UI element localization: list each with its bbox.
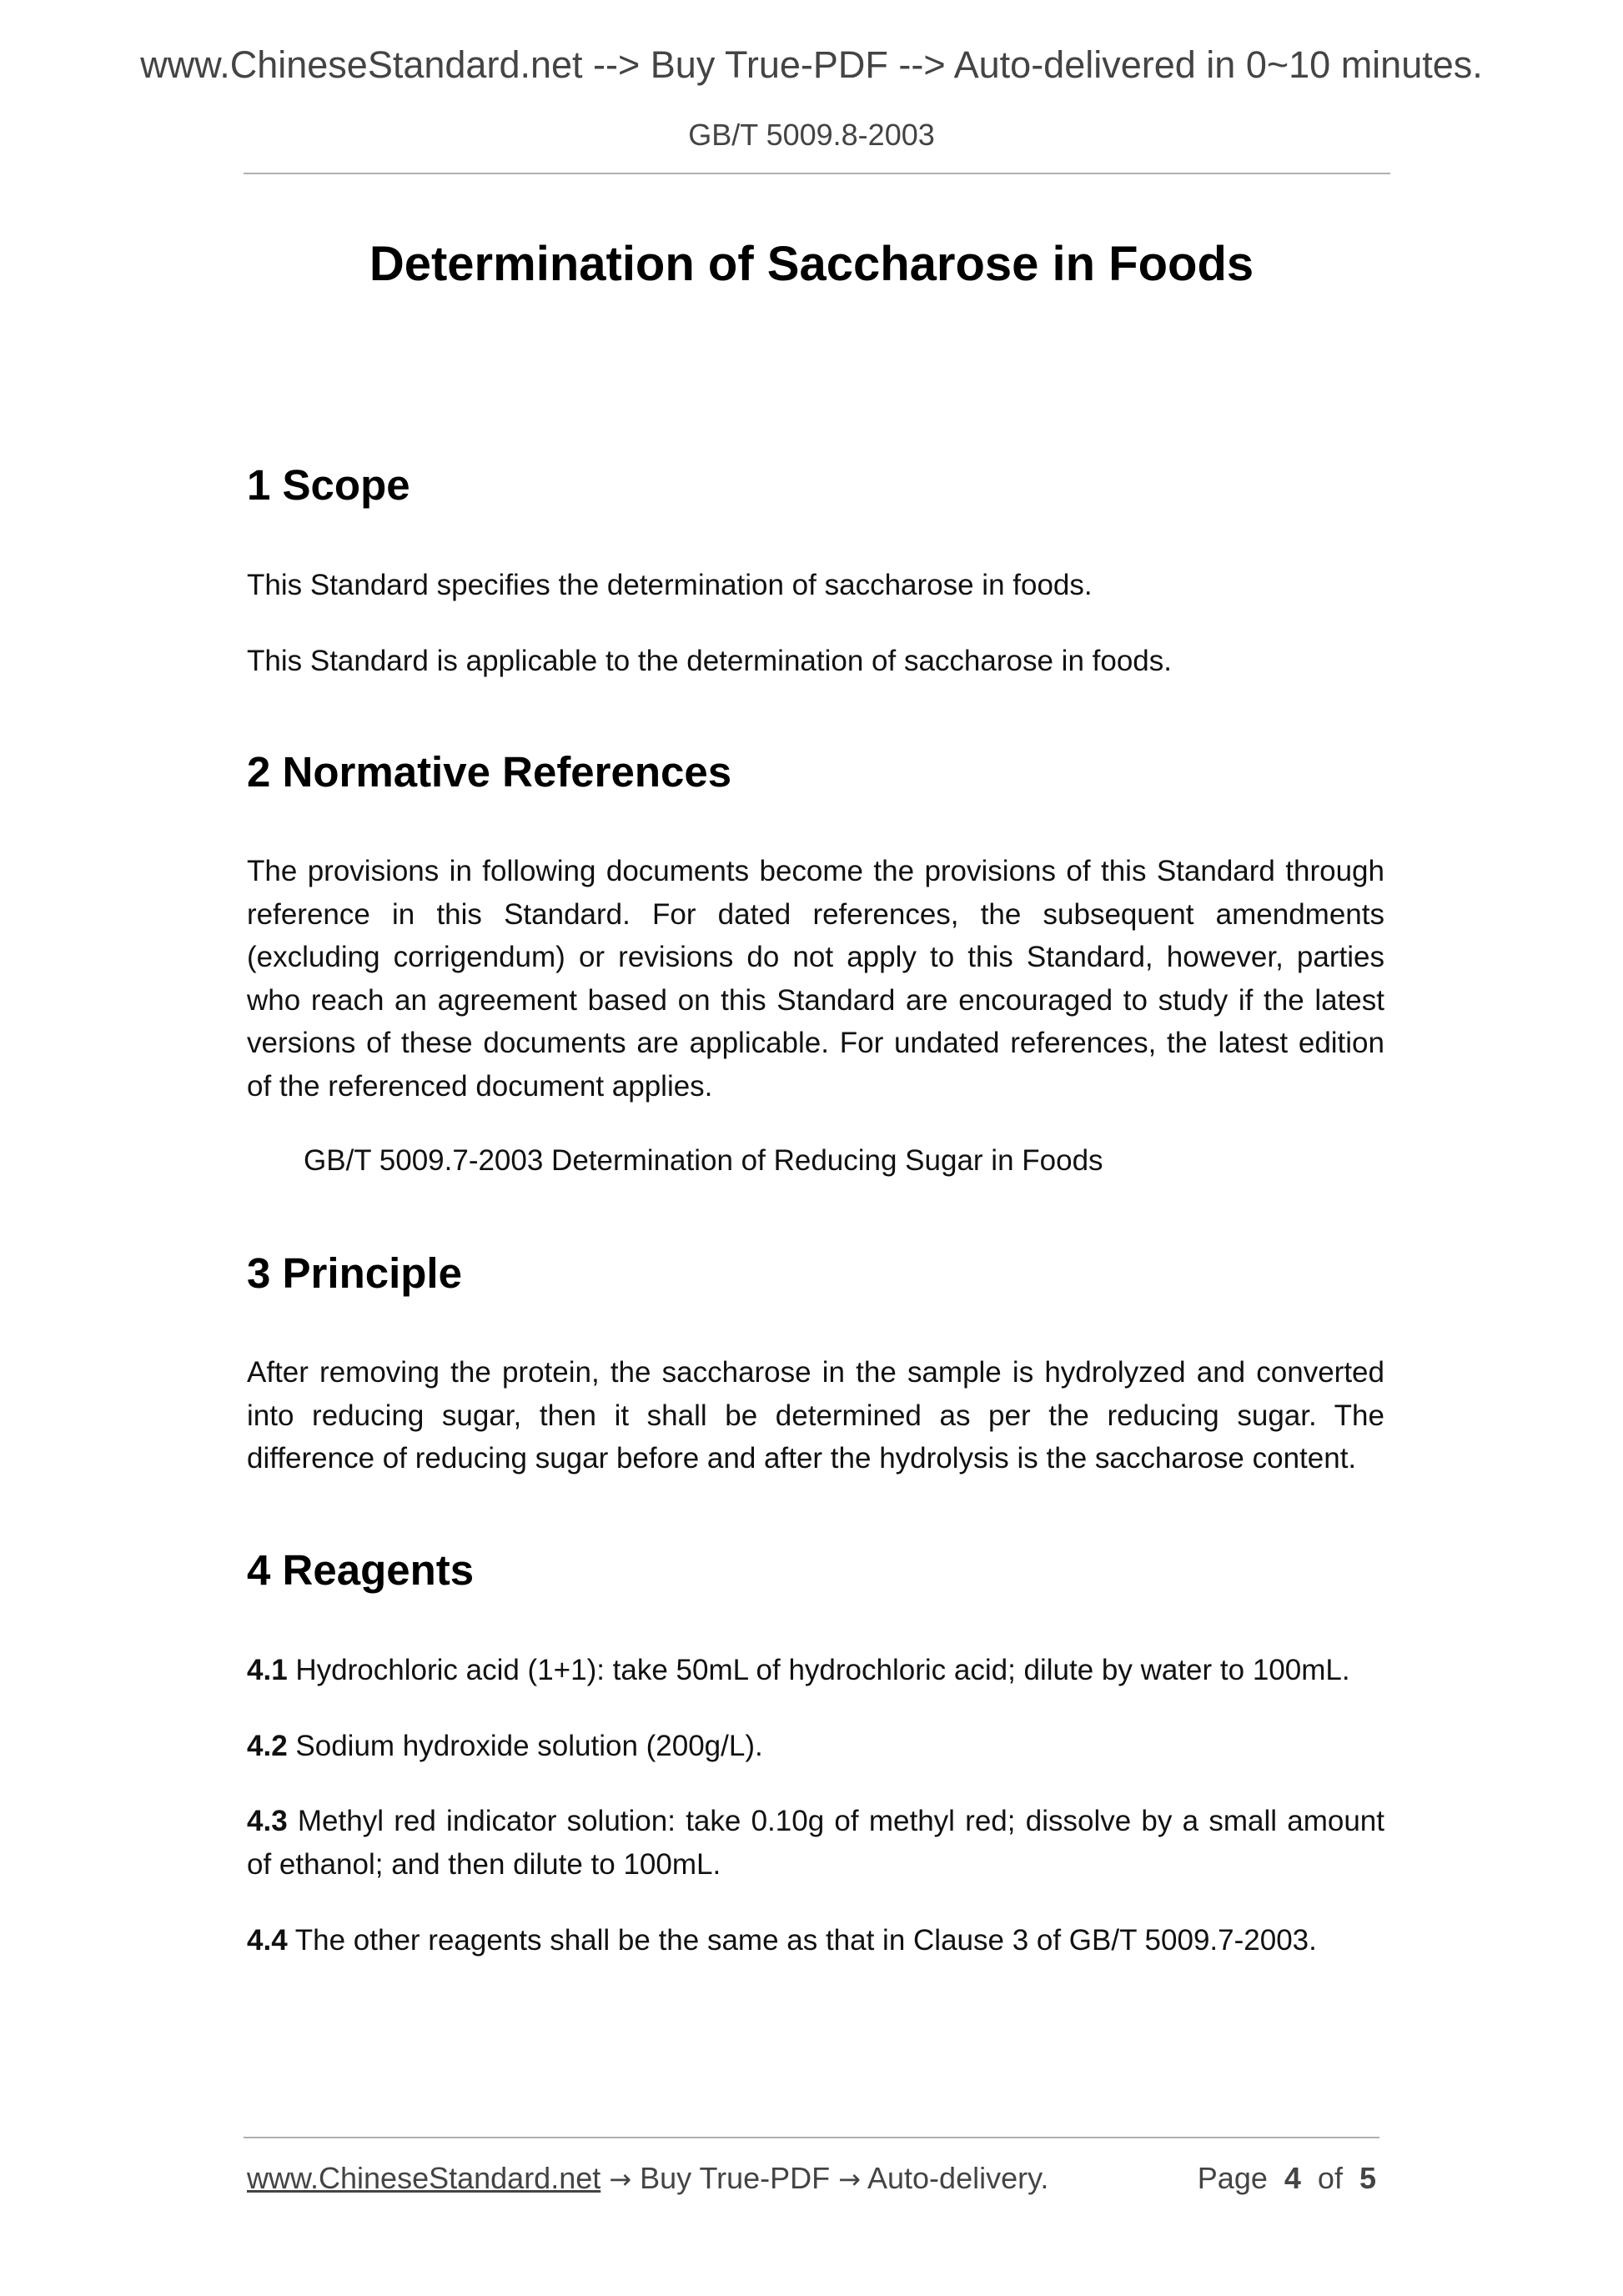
page-of-label: of [1317, 2161, 1343, 2195]
footer-buy-text: Buy True-PDF [640, 2161, 831, 2195]
reagent-text: Sodium hydroxide solution (200g/L). [295, 1730, 763, 1762]
reagent-number: 4.3 [247, 1805, 288, 1837]
normative-reference-item: GB/T 5009.7-2003 Determination of Reducing Sugar in Foods [304, 1144, 1103, 1177]
reagent-text: The other reagents shall be the same as that in Clause 3 of GB/T 5009.7-2003. [294, 1924, 1317, 1957]
principle-paragraph: After removing the protein, the saccharose in the sample is hydrolyzed and converted into reducing sugar, then it shall be determined as per the reducing sugar. The difference of reducing sugar before and after the hydrolysis is the saccharose content. [247, 1356, 1384, 1475]
page-current: 4 [1284, 2161, 1301, 2195]
normative-references-paragraph: The provisions in following documents become the provisions of this Standard through reference in this Standard. For dated references, the subsequent amendments (excluding corrigendum) or revisions do not apply to this Standard, however, parties who reach an agreement based on this Standard are encouraged to study if the latest versions of these documents are applicable. For undated references, the latest edition of the referenced document applies. [247, 855, 1384, 1103]
footer-delivery-text: Auto-delivery. [867, 2161, 1049, 2195]
reagent-item [247, 1800, 1384, 1886]
right-arrow-icon: → [838, 2163, 861, 2195]
top-banner: www.ChineseStandard.net --> Buy True-PDF --> Auto-delivered in 0~10 minutes. [140, 43, 1483, 86]
section-heading-normative-references: 2 Normative References [247, 748, 732, 796]
standard-code-header: GB/T 5009.8-2003 [688, 118, 935, 152]
section-heading-reagents: 4 Reagents [247, 1546, 475, 1594]
scope-paragraph-2: This Standard is applicable to the determination of saccharose in foods. [247, 645, 1172, 677]
reagent-item [247, 1649, 1384, 1692]
section-heading-principle: 3 Principle [247, 1249, 462, 1297]
page-total: 5 [1359, 2161, 1376, 2195]
section-heading-scope: 1 Scope [247, 461, 410, 509]
page-indicator [1198, 2160, 1376, 2197]
header-divider [244, 173, 1390, 174]
reagent-text: Methyl red indicator solution: take 0.10g of methyl red; dissolve by a small amount of ethanol; and then dilute to 100mL. [247, 1805, 1384, 1881]
reagent-text: Hydrochloric acid (1+1): take 50mL of hydrochloric acid; dilute by water to 100mL. [295, 1654, 1350, 1686]
document-title: Determination of Saccharose in Foods [369, 237, 1254, 291]
reagent-item [247, 1725, 1384, 1768]
right-arrow-icon: → [609, 2163, 632, 2195]
footer-promo [247, 2160, 1048, 2198]
reagent-item [247, 1919, 1384, 1962]
page-label: Page [1197, 2161, 1268, 2195]
scope-paragraph-1: This Standard specifies the determination of saccharose in foods. [247, 569, 1093, 601]
footer-divider [244, 2137, 1379, 2138]
reagent-number: 4.2 [247, 1730, 288, 1762]
reagent-number: 4.4 [247, 1924, 288, 1957]
reagent-number: 4.1 [247, 1654, 288, 1686]
footer-site-link[interactable]: www.ChineseStandard.net [247, 2161, 601, 2195]
